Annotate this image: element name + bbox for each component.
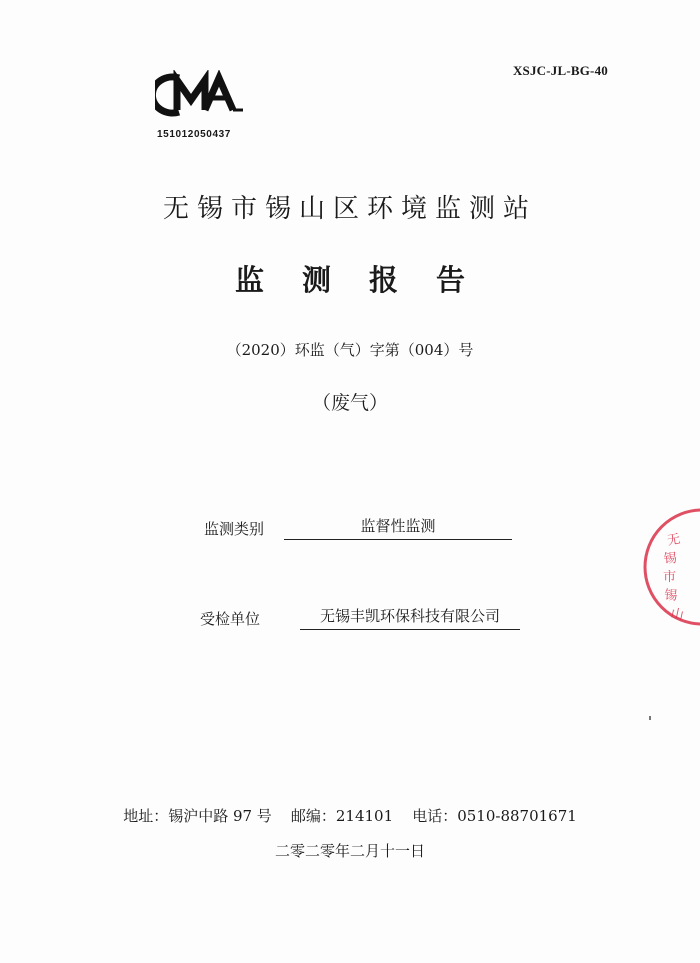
document-code: XSJC-JL-BG-40 bbox=[512, 63, 608, 78]
monitoring-category-value: 监督性监测 bbox=[284, 515, 512, 540]
report-date: 二零二零年二月十一日 bbox=[274, 842, 425, 860]
contact-address-line: 地址：锡沪中路 97 号 邮编：214101 电话：0510-88701671 bbox=[123, 807, 577, 825]
svg-text:市: 市 bbox=[663, 570, 677, 585]
station-name: 无锡市锡山区环境监测站 bbox=[162, 194, 537, 224]
cma-logo bbox=[155, 70, 245, 118]
inspected-unit-label: 受检单位 bbox=[200, 610, 261, 628]
report-title: 监测报告 bbox=[234, 263, 503, 297]
inspected-unit-value: 无锡丰凯环保科技有限公司 bbox=[300, 605, 520, 630]
svg-text:锡: 锡 bbox=[663, 551, 678, 567]
report-number: （2020）环监（气）字第（004）号 bbox=[226, 341, 474, 359]
official-seal-stamp bbox=[640, 505, 700, 630]
report-type: （废气） bbox=[311, 392, 388, 414]
svg-text:无: 无 bbox=[666, 531, 682, 549]
cma-certificate-number: 151012050437 bbox=[157, 129, 231, 140]
scan-speck bbox=[649, 716, 651, 720]
svg-text:山: 山 bbox=[669, 606, 686, 624]
svg-text:锡: 锡 bbox=[663, 588, 678, 604]
monitoring-category-label: 监测类别 bbox=[204, 520, 265, 538]
